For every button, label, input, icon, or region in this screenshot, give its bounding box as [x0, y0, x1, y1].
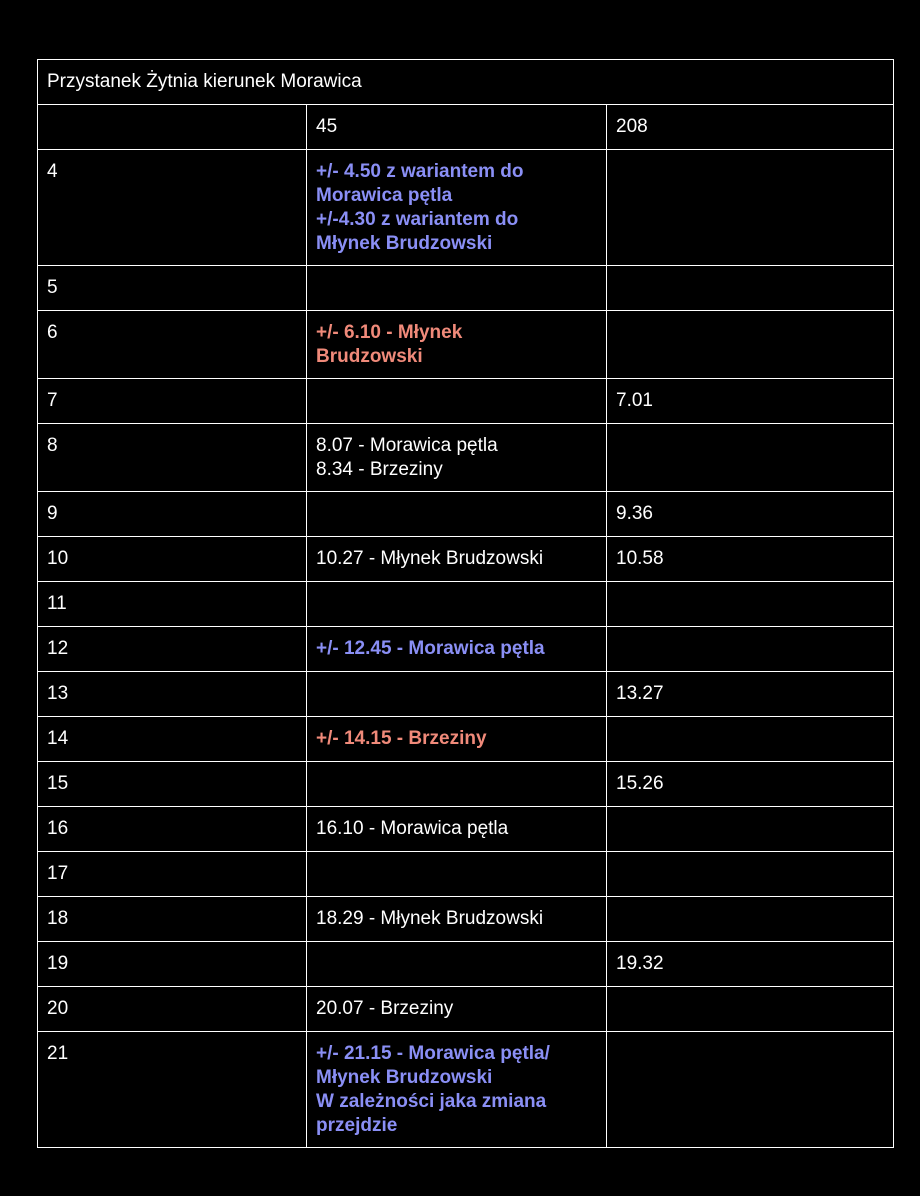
line-45-cell [307, 672, 607, 717]
table-row [38, 762, 894, 807]
hour-cell: 8 [38, 424, 307, 492]
line-45-cell [307, 150, 607, 266]
departure-text: +/- 14.15 - Brzeziny [316, 728, 487, 749]
departure-text: Młynek Brudzowski [316, 233, 493, 254]
table-row [38, 311, 894, 379]
hour-cell: 21 [38, 1032, 307, 1148]
line-208-cell: 7.01 [607, 379, 894, 424]
table-row [38, 897, 894, 942]
line-45-cell [307, 492, 607, 537]
line-208-cell [607, 987, 894, 1032]
hour-cell: 19 [38, 942, 307, 987]
line-45-cell [307, 627, 607, 672]
departure-text: 8.07 - Morawica pętla [316, 435, 498, 456]
header-line-208: 208 [607, 105, 894, 150]
table-row [38, 987, 894, 1032]
line-208-cell: 10.58 [607, 537, 894, 582]
departure-text: Młynek Brudzowski [316, 1067, 493, 1088]
line-208-cell [607, 717, 894, 762]
line-45-cell [307, 852, 607, 897]
departure-text: +/- 6.10 - Młynek [316, 322, 463, 343]
table-row [38, 852, 894, 897]
line-208-cell: 15.26 [607, 762, 894, 807]
table-row [38, 627, 894, 672]
line-45-cell [307, 717, 607, 762]
departure-text: 20.07 - Brzeziny [316, 998, 454, 1019]
line-45-cell [307, 1032, 607, 1148]
table-row [38, 1032, 894, 1148]
table-row [38, 266, 894, 311]
hour-cell: 5 [38, 266, 307, 311]
hour-cell: 4 [38, 150, 307, 266]
table-row [38, 492, 894, 537]
hour-cell: 14 [38, 717, 307, 762]
line-208-cell [607, 582, 894, 627]
departure-text: 10.27 - Młynek Brudzowski [316, 548, 544, 569]
line-208-cell [607, 150, 894, 266]
table-row [38, 537, 894, 582]
timetable-body [38, 60, 894, 1148]
departure-text: +/- 12.45 - Morawica pętla [316, 638, 545, 659]
table-row [38, 807, 894, 852]
departure-text: 8.34 - Brzeziny [316, 459, 443, 480]
hour-cell: 12 [38, 627, 307, 672]
hour-cell: 9 [38, 492, 307, 537]
stop-title: Przystanek Żytnia kierunek Morawica [38, 60, 894, 105]
line-45-cell [307, 537, 607, 582]
line-45-cell [307, 266, 607, 311]
departure-text: Morawica pętla [316, 185, 453, 206]
line-45-cell [307, 379, 607, 424]
line-208-cell: 19.32 [607, 942, 894, 987]
line-208-cell [607, 627, 894, 672]
line-208-cell [607, 424, 894, 492]
hour-cell: 10 [38, 537, 307, 582]
hour-cell: 20 [38, 987, 307, 1032]
line-45-cell [307, 897, 607, 942]
departure-text: przejdzie [316, 1115, 398, 1136]
line-208-cell [607, 852, 894, 897]
line-45-cell [307, 987, 607, 1032]
table-row [38, 424, 894, 492]
hour-cell: 6 [38, 311, 307, 379]
line-45-cell [307, 311, 607, 379]
departure-text: W zależności jaka zmiana [316, 1091, 547, 1112]
hour-cell: 17 [38, 852, 307, 897]
departure-text: +/- 21.15 - Morawica pętla/ [316, 1043, 550, 1064]
table-row [38, 379, 894, 424]
hour-cell: 7 [38, 379, 307, 424]
line-208-cell [607, 311, 894, 379]
line-45-cell [307, 762, 607, 807]
line-208-cell: 9.36 [607, 492, 894, 537]
header-row [38, 105, 894, 150]
hour-cell: 13 [38, 672, 307, 717]
hour-cell: 15 [38, 762, 307, 807]
header-line-45: 45 [307, 105, 607, 150]
departure-text: +/-4.30 z wariantem do [316, 209, 519, 230]
departure-text: 16.10 - Morawica pętla [316, 818, 509, 839]
hour-cell: 11 [38, 582, 307, 627]
table-row [38, 582, 894, 627]
hour-cell: 16 [38, 807, 307, 852]
line-208-cell: 13.27 [607, 672, 894, 717]
timetable [37, 59, 894, 1148]
table-row [38, 672, 894, 717]
line-208-cell [607, 807, 894, 852]
line-45-cell [307, 424, 607, 492]
table-row [38, 942, 894, 987]
hour-cell: 18 [38, 897, 307, 942]
line-45-cell [307, 807, 607, 852]
line-208-cell [607, 1032, 894, 1148]
title-row [38, 60, 894, 105]
line-208-cell [607, 266, 894, 311]
line-45-cell [307, 942, 607, 987]
departure-text: +/- 4.50 z wariantem do [316, 161, 524, 182]
table-row [38, 717, 894, 762]
departure-text: Brudzowski [316, 346, 423, 367]
header-hour [38, 105, 307, 150]
table-row [38, 150, 894, 266]
departure-text: 18.29 - Młynek Brudzowski [316, 908, 544, 929]
line-208-cell [607, 897, 894, 942]
line-45-cell [307, 582, 607, 627]
